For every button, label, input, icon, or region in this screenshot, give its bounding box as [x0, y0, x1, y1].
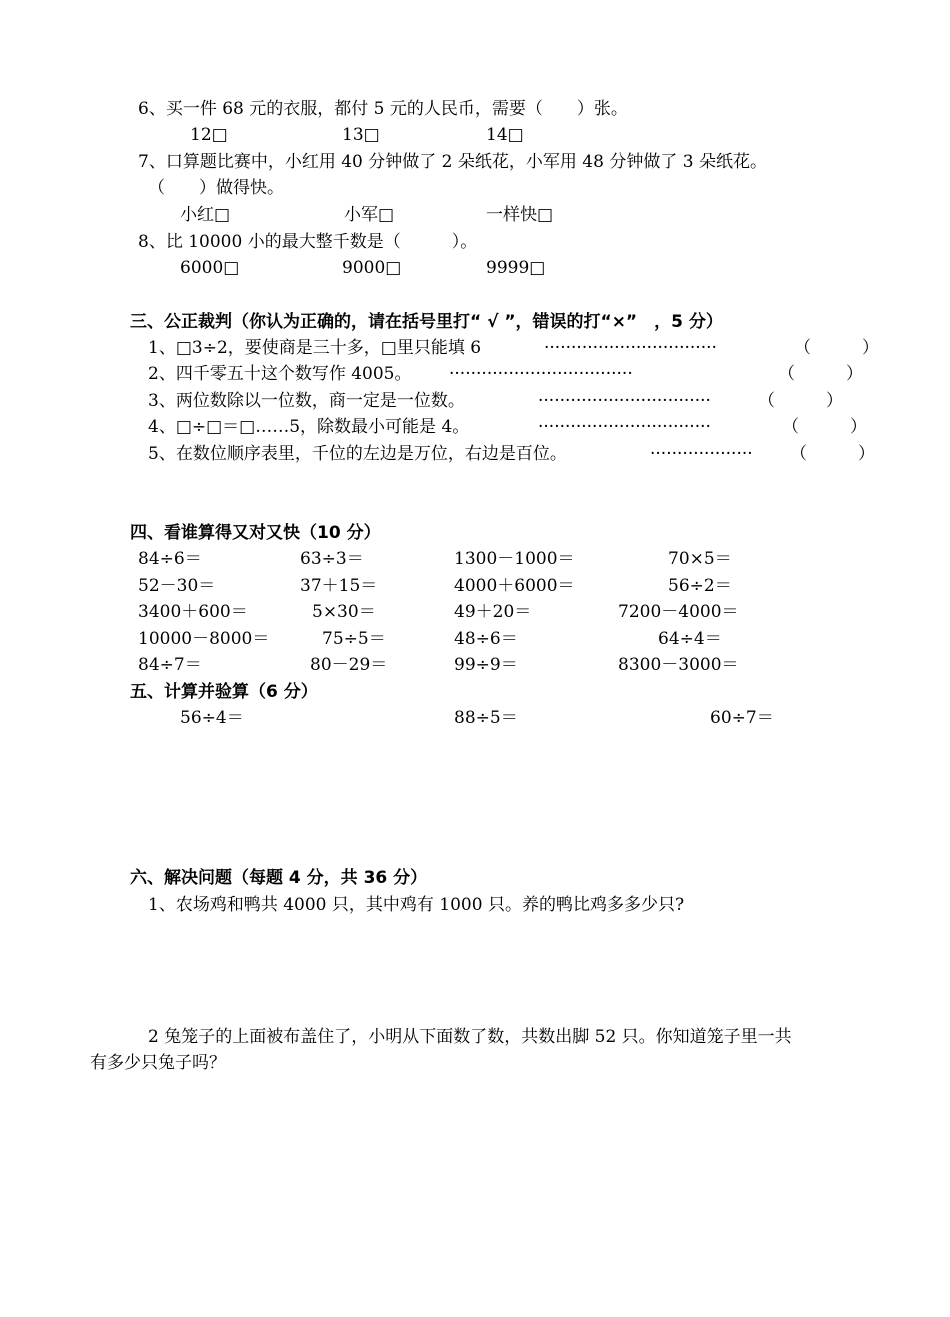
- question-6: 6、买一件 68 元的衣服，都付 5 元的人民币，需要（ ）张。: [138, 99, 628, 119]
- q7-option-a[interactable]: 小红□: [180, 205, 231, 225]
- q7-option-c[interactable]: 一样快□: [486, 205, 554, 225]
- judge-item-1-answer[interactable]: （ ）: [794, 338, 879, 358]
- judge-item-1: 1、□3÷2，要使商是三十多，□里只能填 6: [148, 338, 482, 358]
- oral-calc-item: 8300－3000＝: [618, 655, 739, 675]
- oral-calc-item: 1300－1000＝: [454, 549, 575, 569]
- verify-calc-item: 56÷4＝: [180, 708, 244, 728]
- q8-option-b[interactable]: 9000□: [342, 258, 402, 278]
- word-problem-2-line2: 有多少只兔子吗？: [90, 1053, 226, 1073]
- oral-calc-item: 64÷4＝: [658, 629, 722, 649]
- judge-item-3-dots: ································: [538, 391, 711, 411]
- oral-calc-item: 48÷6＝: [454, 629, 518, 649]
- judge-item-4: 4、□÷□＝□……5，除数最小可能是 4。: [148, 417, 470, 437]
- q8-option-a[interactable]: 6000□: [180, 258, 240, 278]
- oral-calc-item: 84÷6＝: [138, 549, 202, 569]
- oral-calc-item: 7200－4000＝: [618, 602, 739, 622]
- oral-calc-item: 80－29＝: [310, 655, 388, 675]
- oral-calc-item: 4000＋6000＝: [454, 576, 575, 596]
- judge-item-1-dots: ································: [544, 338, 717, 358]
- section-3-title: 三、公正裁判（你认为正确的，请在括号里打“ √ ”，错误的打“×” ，5 分）: [130, 312, 723, 332]
- section-5-title: 五、计算并验算（6 分）: [130, 682, 318, 702]
- oral-calc-item: 84÷7＝: [138, 655, 202, 675]
- question-8: 8、比 10000 小的最大整千数是（ ）。: [138, 232, 478, 252]
- oral-calc-item: 37＋15＝: [300, 576, 378, 596]
- judge-item-3-answer[interactable]: （ ）: [758, 391, 843, 411]
- q6-option-c[interactable]: 14□: [486, 125, 524, 145]
- word-problem-2: 2 兔笼子的上面被布盖住了，小明从下面数了数，共数出脚 52 只。你知道笼子里一共: [148, 1027, 792, 1047]
- judge-item-5-dots: ···················: [650, 444, 753, 464]
- judge-item-5: 5、在数位顺序表里，千位的左边是万位，右边是百位。: [148, 444, 567, 464]
- judge-item-3: 3、两位数除以一位数，商一定是一位数。: [148, 391, 465, 411]
- oral-calc-item: 70×5＝: [668, 549, 732, 569]
- q8-option-c[interactable]: 9999□: [486, 258, 546, 278]
- judge-item-2-answer[interactable]: （ ）: [778, 364, 863, 384]
- verify-calc-item: 88÷5＝: [454, 708, 518, 728]
- judge-item-5-answer[interactable]: （ ）: [790, 444, 875, 464]
- judge-item-4-dots: ································: [538, 417, 711, 437]
- question-7: 7、口算题比赛中，小红用 40 分钟做了 2 朵纸花，小军用 48 分钟做了 3 朵纸花。: [138, 152, 767, 172]
- verify-calc-item: 60÷7＝: [710, 708, 774, 728]
- oral-calc-item: 5×30＝: [312, 602, 376, 622]
- judge-item-2: 2、四千零五十这个数写作 4005。: [148, 364, 412, 384]
- word-problem-1: 1、农场鸡和鸭共 4000 只，其中鸡有 1000 只。养的鸭比鸡多多少只?: [148, 895, 685, 915]
- oral-calc-item: 52－30＝: [138, 576, 216, 596]
- oral-calc-item: 56÷2＝: [668, 576, 732, 596]
- oral-calc-item: 63÷3＝: [300, 549, 364, 569]
- q6-option-a[interactable]: 12□: [190, 125, 228, 145]
- q6-option-b[interactable]: 13□: [342, 125, 380, 145]
- oral-calc-item: 3400＋600＝: [138, 602, 248, 622]
- oral-calc-item: 99÷9＝: [454, 655, 518, 675]
- judge-item-2-dots: ··································: [449, 364, 633, 384]
- oral-calc-item: 49＋20＝: [454, 602, 532, 622]
- q7-option-b[interactable]: 小军□: [344, 205, 395, 225]
- question-7-line2: （ ）做得快。: [148, 178, 284, 198]
- oral-calc-item: 75÷5＝: [322, 629, 386, 649]
- section-6-title: 六、解决问题（每题 4 分，共 36 分）: [130, 868, 428, 888]
- oral-calc-item: 10000－8000＝: [138, 629, 270, 649]
- section-4-title: 四、看谁算得又对又快（10 分）: [130, 523, 381, 543]
- judge-item-4-answer[interactable]: （ ）: [782, 417, 867, 437]
